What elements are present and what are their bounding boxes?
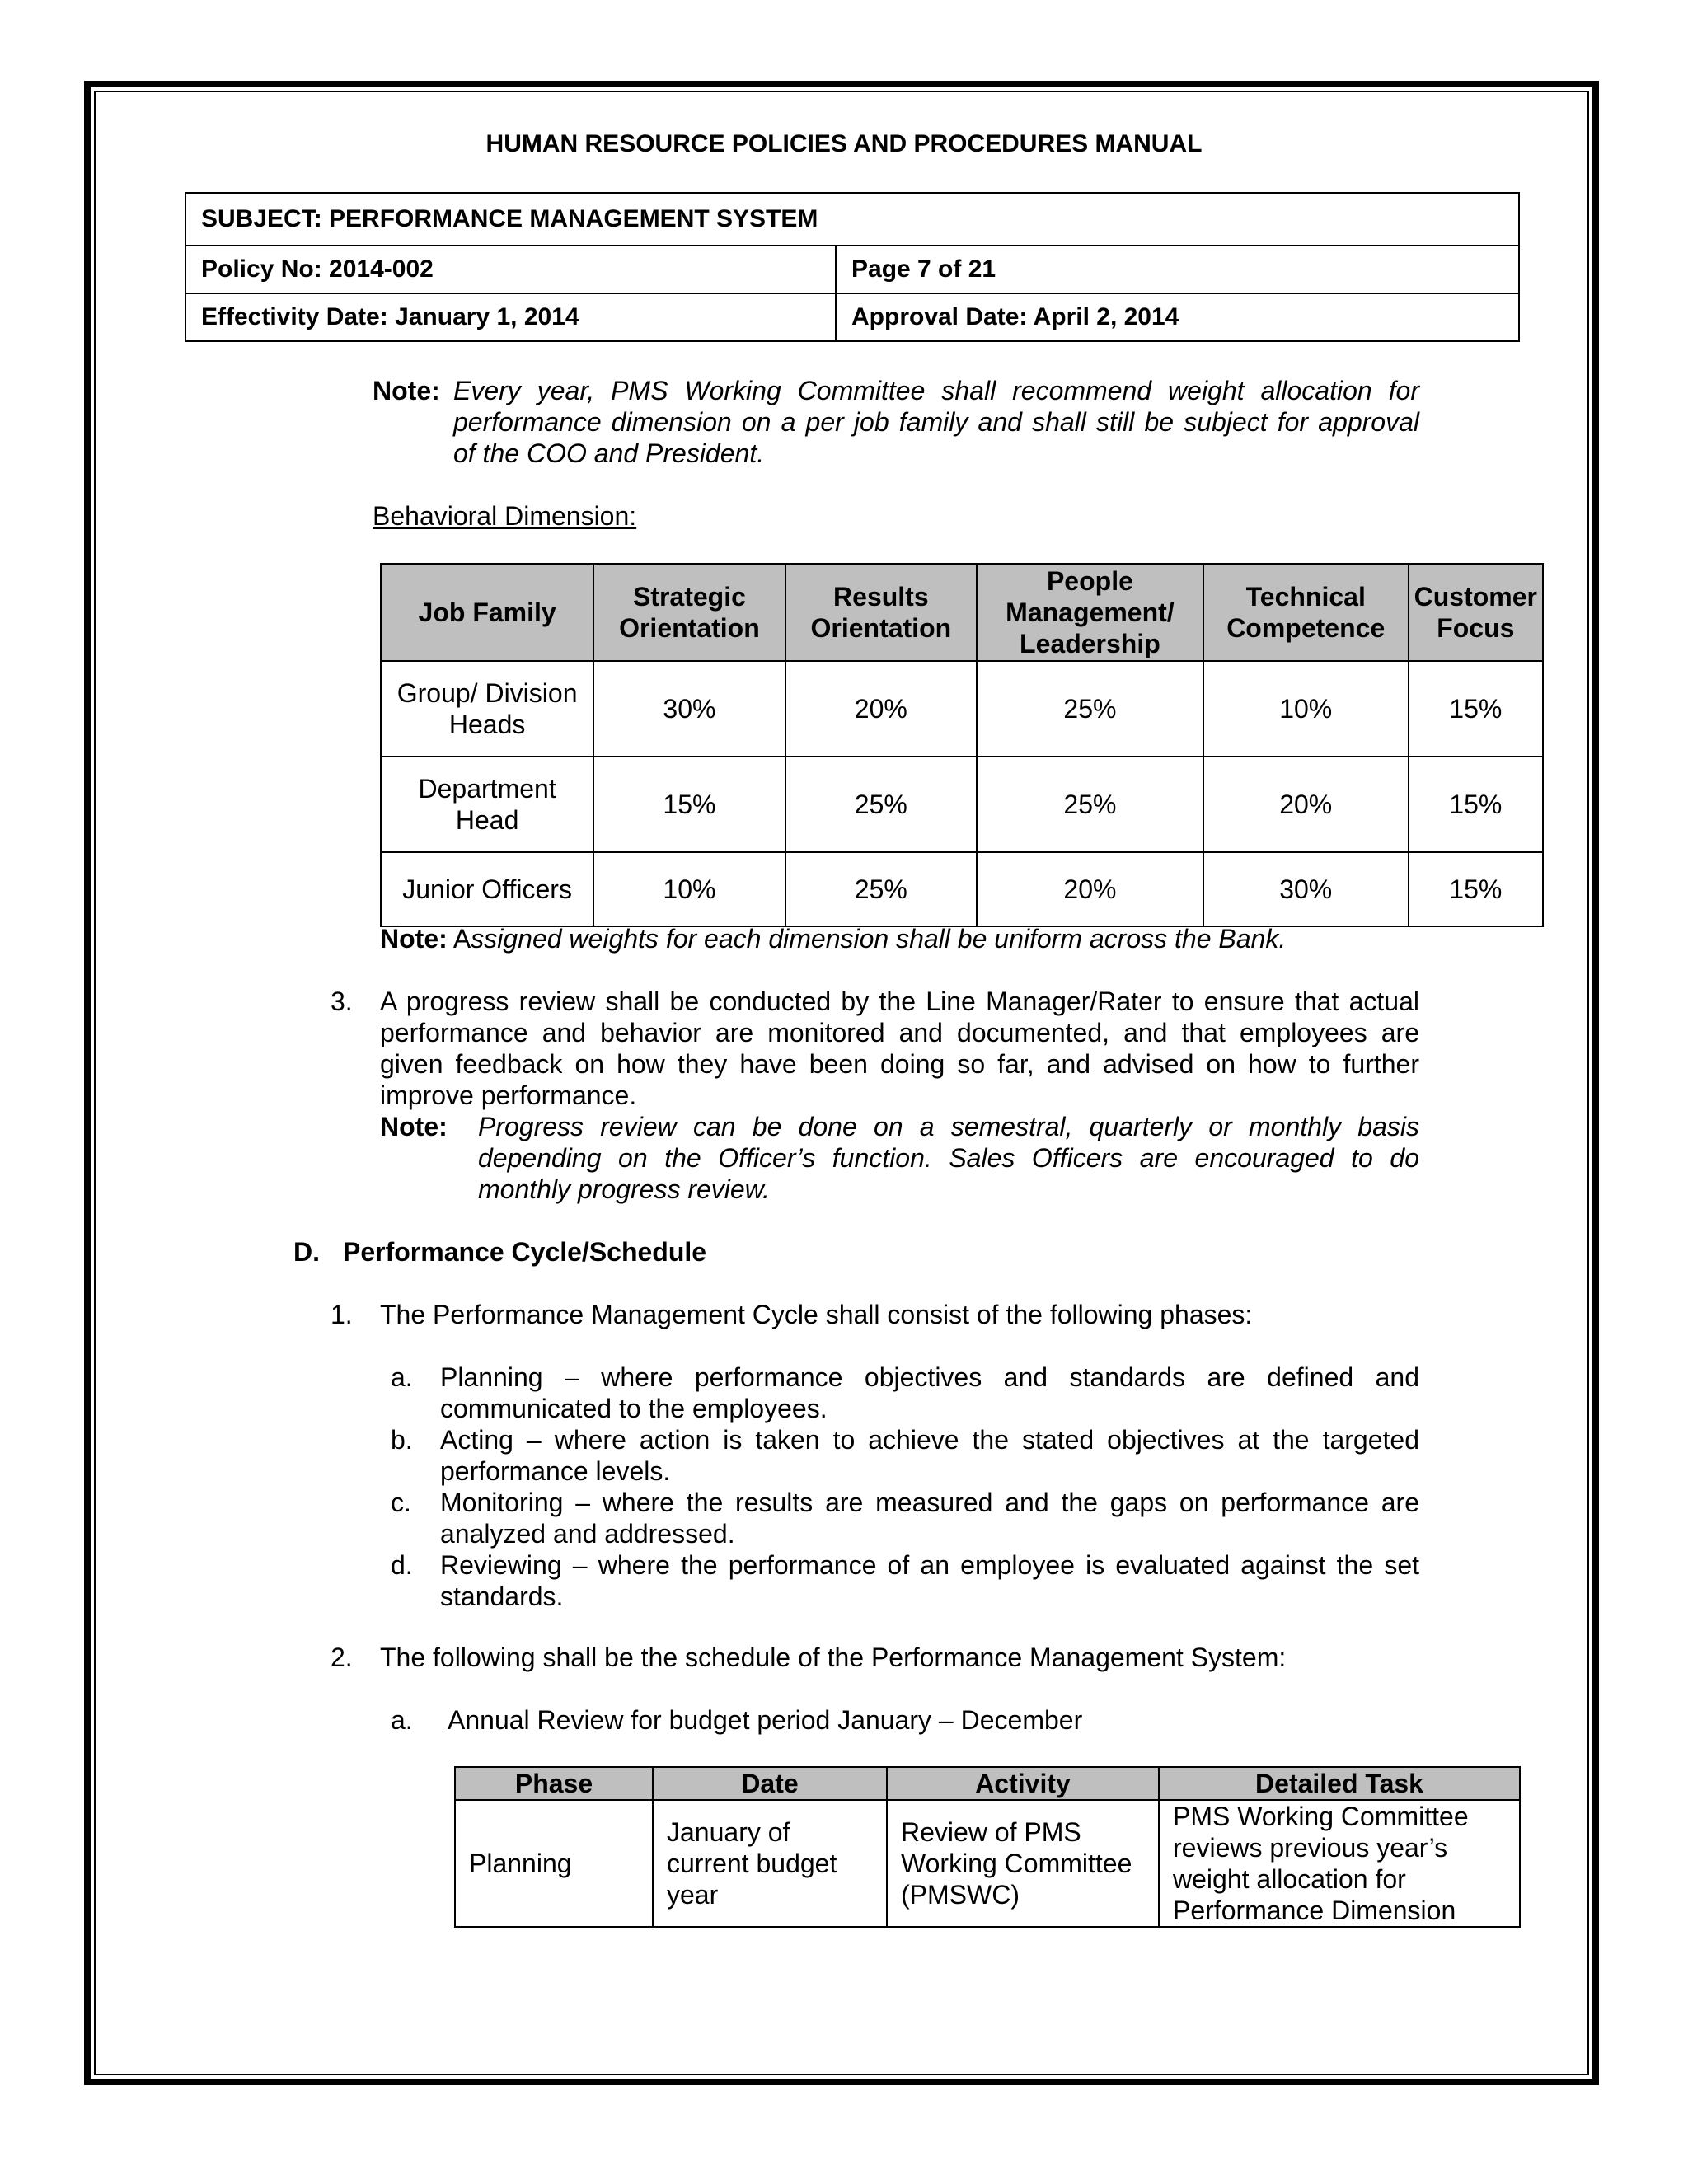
- weight-cell: 20%: [1203, 757, 1409, 852]
- note1-line: Every year, PMS Working Committee shall recommend weight allocation for: [453, 376, 1419, 405]
- item3-note-body: [478, 1111, 1419, 1205]
- table-row: [381, 852, 1543, 926]
- note2-text: ssigned weights for each dimension shall be uniform across the Bank.: [471, 924, 1287, 954]
- page-number-cell: Page 7 of 21: [836, 246, 1519, 293]
- table-header: People Management/ Leadership: [977, 564, 1203, 661]
- policy-number-cell: Policy No: 2014-002: [185, 246, 836, 293]
- weight-cell: 15%: [1409, 852, 1543, 926]
- item3-body: [380, 986, 1419, 1111]
- note1-line: performance dimension on a per job family and shall still be subject for approval: [453, 407, 1419, 437]
- table-header: Date: [653, 1767, 887, 1800]
- weight-cell: 15%: [593, 757, 785, 852]
- phase-cell: Planning: [455, 1800, 653, 1927]
- cell-line: Working Committee: [901, 1849, 1132, 1878]
- note2-label: Note:: [380, 924, 448, 954]
- item3-line: A progress review shall be conducted by the Line Manager/Rater to ensure that actual: [380, 987, 1419, 1016]
- item-d1-number: 1.: [331, 1300, 353, 1329]
- phase-line: Acting – where action is taken to achieve the stated objectives at the targeted: [440, 1425, 1419, 1455]
- item3-note-label: Note:: [380, 1112, 448, 1141]
- table-header: Phase: [455, 1767, 653, 1800]
- cell-line: current budget: [667, 1849, 837, 1878]
- table-header: Results Orientation: [785, 564, 977, 661]
- weight-cell: 15%: [1409, 661, 1543, 757]
- approval-date-cell: Approval Date: April 2, 2014: [836, 293, 1519, 341]
- item-d1-text: The Performance Management Cycle shall consist of the following phases:: [380, 1300, 1253, 1329]
- phase-line: Planning – where performance objectives and standards are defined and: [440, 1362, 1419, 1392]
- phase-line: Monitoring – where the results are measured and the gaps on performance are: [440, 1488, 1419, 1517]
- table-row: [381, 757, 1543, 852]
- note1-body: [453, 375, 1419, 469]
- table-row: [381, 661, 1543, 757]
- detailed-task-cell: [1159, 1800, 1520, 1927]
- weight-cell: 25%: [785, 852, 977, 926]
- list-item: [440, 1549, 1419, 1612]
- weight-cell: 20%: [977, 852, 1203, 926]
- phase-line: communicated to the employees.: [440, 1394, 828, 1423]
- table-header: Customer Focus: [1409, 564, 1543, 661]
- cell-line: Review of PMS: [901, 1817, 1081, 1847]
- date-cell: [653, 1800, 887, 1927]
- phase-line: Reviewing – where the performance of an employee is evaluated against the set: [440, 1550, 1419, 1580]
- cell-line: (PMSWC): [901, 1880, 1020, 1910]
- annual-review-text: Annual Review for budget period January – December: [448, 1705, 1083, 1735]
- list-item: [440, 1424, 1419, 1487]
- note1-label: Note:: [373, 376, 440, 405]
- weight-cell: 10%: [1203, 661, 1409, 757]
- annual-review-letter: a.: [391, 1705, 413, 1735]
- behavioral-dimension-heading: Behavioral Dimension:: [373, 501, 637, 531]
- table-header: Technical Competence: [1203, 564, 1409, 661]
- note2-first-letter: A: [447, 924, 471, 954]
- phase-line: standards.: [440, 1582, 564, 1611]
- manual-title: HUMAN RESOURCE POLICIES AND PROCEDURES MANUAL: [485, 130, 1203, 157]
- table-header: Job Family: [381, 564, 593, 661]
- job-family-cell: Group/ Division Heads: [381, 661, 593, 757]
- subject-cell: SUBJECT: PERFORMANCE MANAGEMENT SYSTEM: [185, 193, 1519, 246]
- job-family-cell: Junior Officers: [381, 852, 593, 926]
- cell-line: reviews previous year’s: [1173, 1833, 1448, 1863]
- item-d2-number: 2.: [331, 1643, 353, 1672]
- cell-line: January of: [667, 1817, 790, 1847]
- weight-cell: 10%: [593, 852, 785, 926]
- table-row: [455, 1800, 1520, 1927]
- cell-line: weight allocation for: [1173, 1864, 1406, 1894]
- weight-cell: 25%: [977, 757, 1203, 852]
- activity-cell: [887, 1800, 1159, 1927]
- note1-line: of the COO and President.: [453, 438, 765, 468]
- item3-note-line: depending on the Officer’s function. Sales Officers are encouraged to do: [478, 1143, 1419, 1173]
- item3-line: performance and behavior are monitored and documented, and that employees are: [380, 1018, 1419, 1047]
- section-d-letter: D.: [293, 1237, 320, 1267]
- note2: [380, 923, 1286, 954]
- cell-line: PMS Working Committee: [1173, 1802, 1469, 1831]
- cell-line: Performance Dimension: [1173, 1896, 1456, 1925]
- table-header: Detailed Task: [1159, 1767, 1520, 1800]
- table-header: Strategic Orientation: [593, 564, 785, 661]
- effectivity-date-cell: Effectivity Date: January 1, 2014: [185, 293, 836, 341]
- weight-cell: 30%: [1203, 852, 1409, 926]
- weight-cell: 20%: [785, 661, 977, 757]
- section-d-title: Performance Cycle/Schedule: [343, 1237, 707, 1267]
- phase-letter: c.: [391, 1488, 411, 1517]
- item3-note-line: monthly progress review.: [478, 1174, 770, 1204]
- table-header: Activity: [887, 1767, 1159, 1800]
- cell-line: year: [667, 1880, 719, 1910]
- job-family-cell: Department Head: [381, 757, 593, 852]
- item3-note-line: Progress review can be done on a semestral, quarterly or monthly basis: [478, 1112, 1419, 1141]
- schedule-table: [454, 1766, 1521, 1928]
- item3-line: given feedback on how they have been doing so far, and advised on how to further: [380, 1049, 1419, 1079]
- phase-line: performance levels.: [440, 1456, 671, 1486]
- weight-cell: 30%: [593, 661, 785, 757]
- list-item: [440, 1361, 1419, 1424]
- phase-letter: d.: [391, 1550, 413, 1580]
- list-item: [440, 1487, 1419, 1549]
- dimension-weights-table: [380, 563, 1544, 927]
- weight-cell: 25%: [977, 661, 1203, 757]
- weight-cell: 15%: [1409, 757, 1543, 852]
- document-header-table: [185, 192, 1520, 342]
- phase-letter: b.: [391, 1425, 413, 1455]
- item3-number: 3.: [331, 987, 353, 1016]
- item3-line: improve performance.: [380, 1080, 637, 1110]
- item-d2-text: The following shall be the schedule of the Performance Management System:: [380, 1643, 1287, 1672]
- phase-letter: a.: [391, 1362, 413, 1392]
- weight-cell: 25%: [785, 757, 977, 852]
- phase-line: analyzed and addressed.: [440, 1519, 735, 1549]
